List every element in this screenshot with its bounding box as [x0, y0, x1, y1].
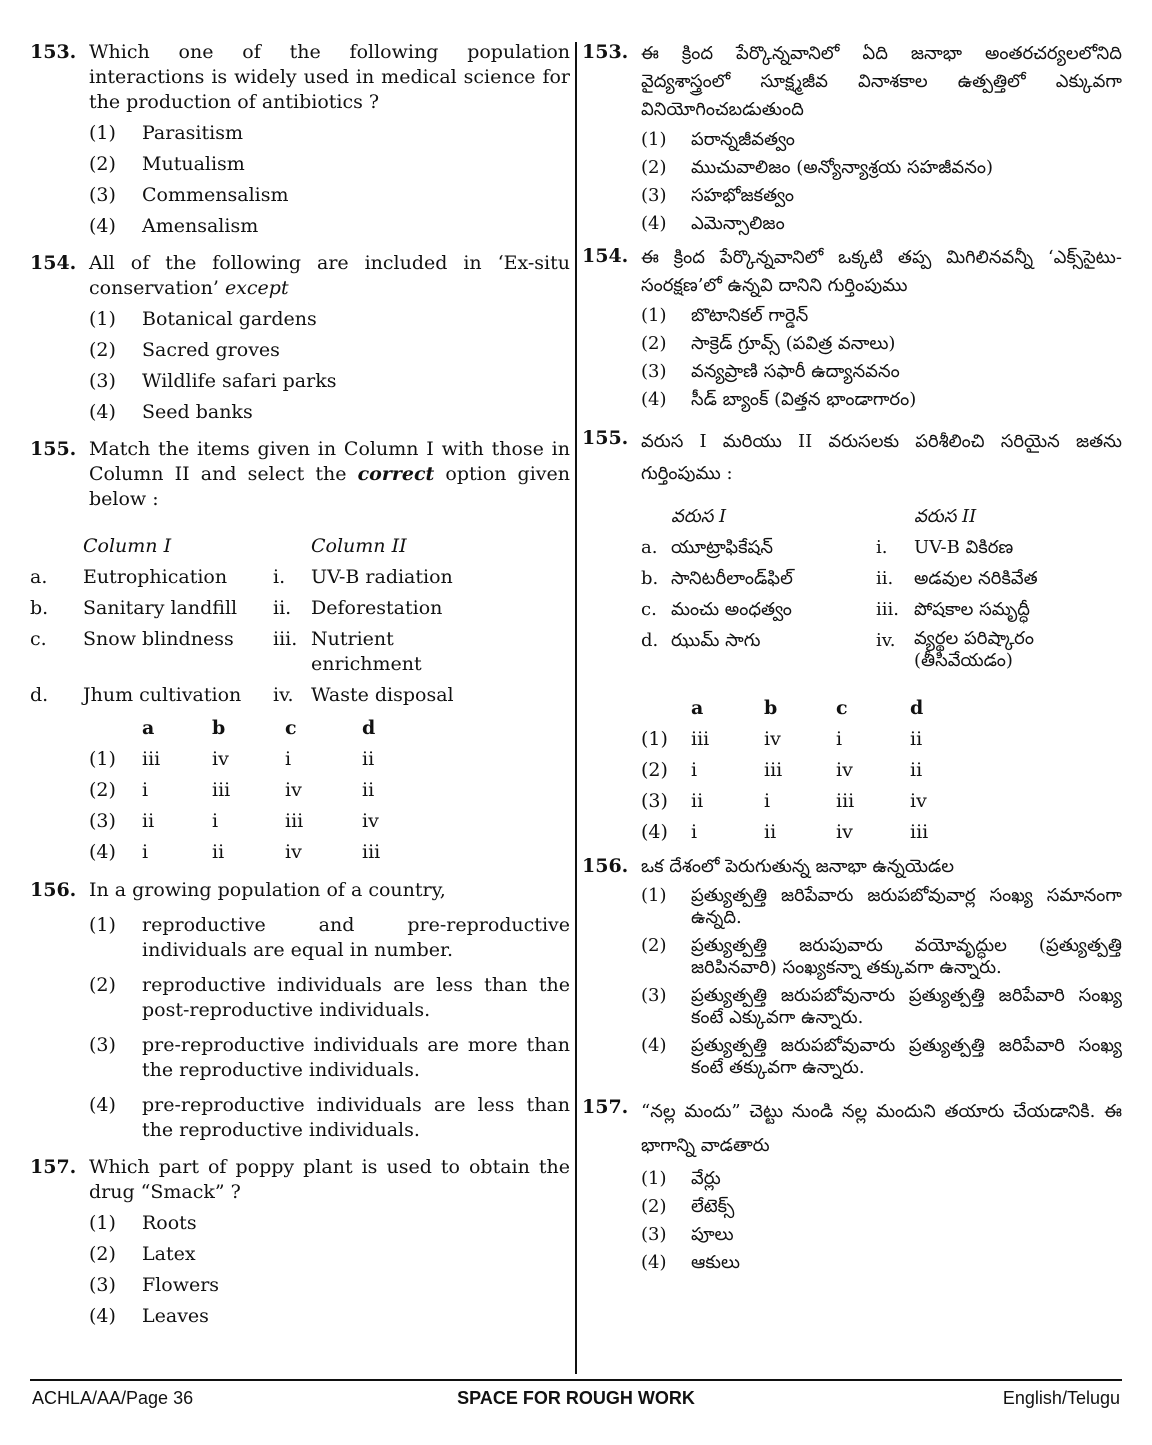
- answer-table: a b c d (1) iii iv i ii (2) i iii iv ii (3) ii i iii iv (4) i ii iv iii: [89, 713, 570, 868]
- question-text: “నల్ల మందు” చెట్టు నుండి నల్ల మందుని తయారు చేయడానికి. ఈ భాగాన్ని వాడతారు: [641, 1101, 1122, 1156]
- question-text: In a growing population of a country,: [89, 879, 446, 901]
- question-text: ఒక దేశంలో పెరుగుతున్న జనాభా ఉన్నయెడల: [641, 856, 955, 877]
- option-1: (1) Parasitism: [89, 122, 243, 144]
- question-number: 157.: [582, 1096, 629, 1118]
- option-1: (1) ప్రత్యుత్పత్తి జరిపేవారు జరుపబోవువార్ల సంఖ్య సమానంగా ఉన్నది.: [641, 885, 1122, 928]
- question-154-te: [582, 244, 1122, 412]
- option-2: (2) Mutualism: [89, 153, 245, 175]
- option-1: (1) వేర్లు: [641, 1168, 721, 1189]
- footer-rule: [30, 1379, 1122, 1381]
- option-2: (2) లేటెక్స్: [641, 1196, 735, 1217]
- question-number: 153.: [582, 41, 629, 63]
- question-154-en: [30, 251, 570, 425]
- column-divider: [575, 42, 577, 1374]
- question-156-te: [582, 854, 1122, 1079]
- question-number: 155.: [30, 438, 77, 460]
- match-row: c. Snow blindness iii. Nutrient enrichment: [30, 628, 422, 675]
- option-2: (2) reproductive individuals are less than the post-reproductive individuals.: [89, 974, 570, 1021]
- option-3: (3) వన్యప్రాణి సఫారీ ఉద్యానవనం: [641, 361, 900, 382]
- option-4: (4) pre-reproductive individuals are less than the reproductive individuals.: [89, 1094, 570, 1141]
- match-row: b. Sanitary landfill ii. Deforestation: [30, 597, 443, 619]
- option-2: (2) సాక్రెడ్ గ్రూవ్స్ (పవిత్ర వనాలు): [641, 333, 896, 354]
- question-number: 155.: [582, 427, 629, 449]
- column-1-heading: Column I: [83, 535, 172, 557]
- option-1: (1) reproductive and pre-reproductive individuals are equal in number.: [89, 914, 570, 961]
- question-text: Which one of the following population interactions is widely used in medical science for the production of antibiotics ?: [89, 41, 570, 113]
- option-4: (4) Leaves: [89, 1305, 209, 1327]
- question-text: All of the following are included in ‘Ex-situ conservation’ except: [89, 252, 570, 299]
- option-2: (2) ప్రత్యుత్పత్తి జరుపువారు వయోవృద్ధుల (ప్రత్యుత్పత్తి జరిపినవారి) సంఖ్యకన్నా తక్కువగా ఉన్నారు.: [641, 935, 1122, 978]
- match-row: b. సానిటరీలాండ్‌ఫిల్ ii. అడవుల నరికివేత: [641, 568, 1038, 589]
- question-153-te: [582, 40, 1122, 236]
- option-4: (4) సీడ్ బ్యాంక్ (విత్తన భాండాగారం): [641, 389, 917, 410]
- question-text: Which part of poppy plant is used to obtain the drug “Smack” ?: [89, 1156, 570, 1203]
- option-4: (4) ప్రత్యుత్పత్తి జరుపబోవువారు ప్రత్యుత్పత్తి జరిపేవారి సంఖ్య కంటే తక్కువగా ఉన్నారు.: [641, 1035, 1122, 1078]
- question-text: వరుస I మరియు II వరుసలకు పరిశీలించి సరియైన జతను గుర్తింపుము :: [641, 431, 1122, 484]
- option-1: (1) బొటానికల్ గార్డెన్: [641, 305, 809, 326]
- answer-row: (2) i iii iv ii: [641, 759, 923, 781]
- question-text: ఈ క్రింద పేర్కొన్నవానిలో ఏది జనాభా అంతరచర్యలలోనిది వైద్యశాస్త్రంలో సూక్ష్మజీవ వినాశకాల ఉత్పత్తిలో ఎక్కువగా వినియోగించబడుతుంది: [641, 43, 1122, 120]
- match-row: c. మంచు అంధత్వం iii. పోషకాల సమృద్ధీ: [641, 599, 1030, 620]
- answer-row: (1) iii iv i ii: [641, 728, 923, 750]
- question-number: 157.: [30, 1156, 77, 1178]
- option-3: (3) Wildlife safari parks: [89, 370, 337, 392]
- answer-row: (2) i iii iv ii: [89, 779, 375, 801]
- match-table: [30, 522, 570, 711]
- match-row: d. Jhum cultivation iv. Waste disposal: [30, 684, 454, 706]
- option-3: (3) సహభోజకత్వం: [641, 185, 794, 206]
- option-1: (1) Roots: [89, 1212, 197, 1234]
- question-text: ఈ క్రింద పేర్కొన్నవానిలో ఒక్కటి తప్ప మిగిలినవన్నీ ‘ఎక్స్‌సైటు-సంరక్షణ’లో ఉన్నవి దానిని గుర్తింపుము: [641, 247, 1122, 296]
- option-4: (4) ఎమెన్సాలిజం: [641, 213, 785, 234]
- option-3: (3) Commensalism: [89, 184, 289, 206]
- option-4: (4) Amensalism: [89, 215, 259, 237]
- answer-row: (4) i ii iv iii: [641, 821, 929, 843]
- english-column: [30, 40, 570, 1375]
- question-text: Match the items given in Column I with those in Column II and select the correct option given below :: [89, 438, 571, 510]
- question-number: 156.: [582, 855, 629, 877]
- telugu-column: [582, 40, 1122, 1375]
- match-table: [641, 492, 1122, 675]
- question-number: 154.: [582, 245, 629, 267]
- answer-row: (3) ii i iii iv: [89, 810, 379, 832]
- option-1: (1) పరాన్నజీవత్వం: [641, 129, 795, 150]
- match-row: d. ఝుమ్ సాగు iv. వ్యర్థల పరిష్కారం (తీసివేయడం): [641, 628, 1034, 671]
- language-label: English/Telugu: [1002, 1388, 1120, 1408]
- option-2: (2) Sacred groves: [89, 339, 280, 361]
- option-2: (2) Latex: [89, 1243, 196, 1265]
- match-row: a. Eutrophication i. UV-B radiation: [30, 566, 453, 588]
- option-4: (4) Seed banks: [89, 401, 253, 423]
- page-code: ACHLA/AA/Page 36: [32, 1388, 194, 1408]
- question-157-en: [30, 1155, 570, 1329]
- question-number: 154.: [30, 252, 77, 274]
- option-2: (2) ముచువాలిజం (అన్యోన్యాశ్రయ సహజీవనం): [641, 157, 993, 178]
- column-2-heading: Column II: [311, 535, 407, 557]
- option-4: (4) ఆకులు: [641, 1252, 740, 1273]
- question-155-te: [582, 426, 1122, 848]
- option-3: (3) పూలు: [641, 1224, 734, 1245]
- question-number: 153.: [30, 41, 77, 63]
- column-2-heading: వరుస II: [914, 506, 977, 527]
- rough-work-label: SPACE FOR ROUGH WORK: [457, 1388, 695, 1408]
- answer-row: (4) i ii iv iii: [89, 841, 381, 863]
- question-number: 156.: [30, 879, 77, 901]
- question-153-en: [30, 40, 570, 239]
- answer-row: (1) iii iv i ii: [89, 748, 375, 770]
- answer-table: a b c d (1) iii iv i ii (2) i iii iv ii (3) ii i iii iv (4) i ii iv iii: [641, 693, 1122, 848]
- question-157-te: [582, 1095, 1122, 1275]
- option-1: (1) Botanical gardens: [89, 308, 317, 330]
- option-3: (3) ప్రత్యుత్పత్తి జరుపబోవునారు ప్రత్యుత్పత్తి జరిపేవారి సంఖ్య కంటే ఎక్కువగా ఉన్నారు.: [641, 985, 1122, 1028]
- column-1-heading: వరుస I: [671, 506, 727, 527]
- option-3: (3) pre-reproductive individuals are more than the reproductive individuals.: [89, 1034, 570, 1081]
- match-row: a. యూట్రాఫికేషన్ i. UV-B వికిరణ: [641, 537, 1014, 558]
- question-155-en: [30, 437, 570, 868]
- answer-row: (3) ii i iii iv: [641, 790, 927, 812]
- option-3: (3) Flowers: [89, 1274, 220, 1296]
- question-156-en: [30, 878, 570, 1143]
